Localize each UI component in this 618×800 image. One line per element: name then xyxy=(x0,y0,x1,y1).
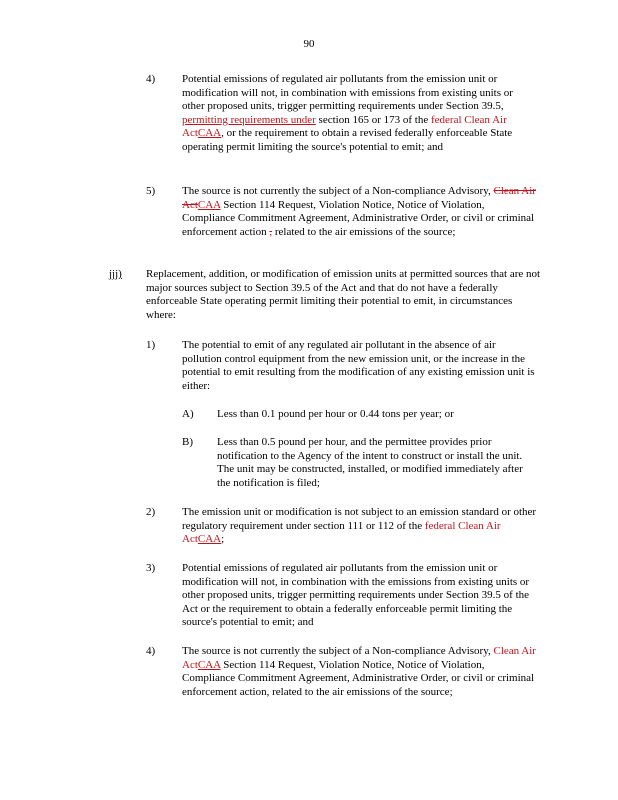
item-number: 4) xyxy=(146,645,156,657)
inserted-text: CAA xyxy=(197,658,221,671)
item-number: 1) xyxy=(146,339,156,351)
inserted-text: CAA xyxy=(197,198,221,211)
inserted-text: permitting requirements under xyxy=(182,113,316,126)
deleted-text: Clean Air Act xyxy=(182,185,536,211)
item-number: B) xyxy=(182,436,193,448)
item-text: The emission unit or modification is not subject to an emission standard or other regulatory requirement under section 111 or 112 of the federal Clean Air ActCAA; xyxy=(182,506,537,546)
inserted-text: CAA xyxy=(197,127,222,140)
item-text: Potential emissions of regulated air pollutants from the emission unit or modification will not, in combination with the emissions from existing units or other proposed units, trigger permitting requirements under Section 39.5 of the Act or the requirement to obtain a federally enforceable permit limiting the source's potential to emit; and xyxy=(182,562,530,629)
revised-text: federal Clean Air Act xyxy=(182,519,501,546)
deleted-text: , xyxy=(269,225,273,238)
item-number: 2) xyxy=(146,506,156,518)
item-text: Potential emissions of regulated air pollutants from the emission unit or modification will not, in combination with emissions from existing units or other proposed units, trigger permitting requirements under Section 39.5, permitting requirements under section 165 or 173 of the federal Clean Air ActCAA, or the requirement to obtain a revised federally enforceable State operating permit limiting the source's potential to emit; and xyxy=(182,73,513,153)
item-number: 5) xyxy=(146,185,156,197)
item-text: The potential to emit of any regulated air pollutant in the absence of air pollution control equipment from the new emission unit, or the increase in the potential to emit resulting from the modification of any existing emission unit is either: xyxy=(182,339,535,392)
page-number: 90 xyxy=(303,38,315,50)
item-number: jjj) xyxy=(109,268,122,280)
item-text: Less than 0.1 pound per hour or 0.44 tons per year; or xyxy=(217,408,454,420)
inserted-text: CAA xyxy=(197,533,222,546)
item-number: A) xyxy=(182,408,194,420)
item-number: 4) xyxy=(146,73,156,85)
revised-text: Clean Air Act xyxy=(182,645,536,671)
item-text: The source is not currently the subject of a Non-compliance Advisory, Clean Air ActCAA Section 114 Request, Violation Notice, Notice of Violation, Compliance Commitment Agreement, Administrative Order, or civil or criminal enforcement action, related to the air emissions of the source; xyxy=(182,645,536,698)
item-text: Less than 0.5 pound per hour, and the permittee provides prior notification to the Agency of the intent to construct or install the unit. The unit may be constructed, installed, or modified immediately after the notification is filed; xyxy=(217,436,523,489)
item-text: The source is not currently the subject of a Non-compliance Advisory, Clean Air ActCAA Section 114 Request, Violation Notice, Notice of Violation, Compliance Commitment Agreement, Administrative Order, or civil or criminal enforcement action , related to the air emissions of the source; xyxy=(182,185,536,238)
item-text: Replacement, addition, or modification of emission units at permitted sources that are not major sources subject to Section 39.5 of the Act and that do not have a federally enforceable State operating permit limiting their potential to emit, in circumstances where: xyxy=(146,268,541,321)
item-number: 3) xyxy=(146,562,156,574)
inserted-text: federal Clean Air Act xyxy=(182,113,507,140)
